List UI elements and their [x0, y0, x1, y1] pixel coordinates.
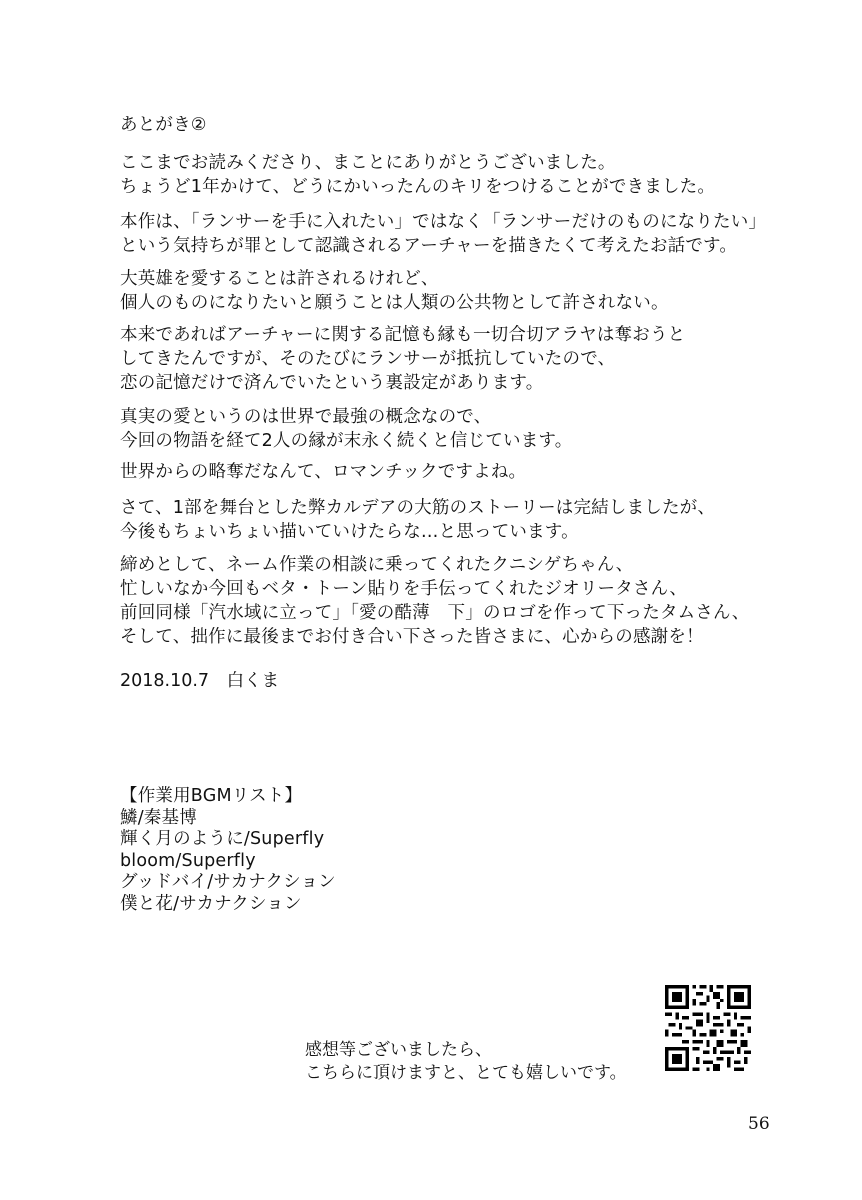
feedback-message [305, 1039, 627, 1085]
paragraph-7 [120, 496, 715, 544]
text-line: 感想等ございましたら、 [305, 1040, 492, 1060]
paragraph-2 [120, 210, 766, 258]
text-line: してきたんですが、そのたびにランサーが抵抗していたので、 [120, 349, 616, 369]
text-line: 個人のものになりたいと願うことは人類の公共物として許されない。 [120, 293, 669, 313]
text-line: 今回の物語を経て2人の縁が末永く続くと信じています。 [120, 431, 573, 451]
date-signature: 2018.10.7 白くま [120, 671, 280, 691]
paragraph-8 [120, 553, 750, 649]
bgm-item: 鱗/秦基博 [120, 807, 197, 828]
bgm-item: 輝く月のように/Superfly [120, 829, 325, 849]
afterword-heading: あとがき② [120, 115, 207, 135]
qr-code-icon [663, 985, 753, 1071]
paragraph-4 [120, 323, 685, 395]
text-line: 今後もちょいちょい描いていけたらな…と思っています。 [120, 522, 579, 542]
text-line: 締めとして、ネーム作業の相談に乗ってくれたクニシゲちゃん、 [120, 555, 634, 575]
text-line: そして、拙作に最後までお付き合い下さった皆さまに、心からの感謝を！ [120, 627, 704, 647]
text-line: 真実の愛というのは世界で最強の概念なので、 [120, 407, 492, 427]
text-line: こちらに頂けますと、とても嬉しいです。 [305, 1063, 627, 1083]
text-line: という気持ちが罪として認識されるアーチャーを描きたくて考えたお話です。 [120, 236, 738, 256]
text-line: さて、1部を舞台とした弊カルデアの大筋のストーリーは完結しましたが、 [120, 498, 716, 518]
text-line: 大英雄を愛することは許されるけれど、 [120, 269, 439, 289]
text-line: 世界からの略奪だなんて、ロマンチックですよね。 [120, 462, 527, 482]
bgm-item: グッドバイ/サカナクション [120, 872, 336, 892]
text-line: 恋の記憶だけで済んでいたという裏設定があります。 [120, 373, 544, 393]
text-line: ちょうど1年かけて、どうにかいったんのキリをつけることができました。 [120, 177, 716, 197]
text-line: 本作は、「ランサーを手に入れたい」ではなく「ランサーだけのものになりたい」 [120, 212, 767, 232]
paragraph-1 [120, 151, 715, 199]
bgm-item: bloom/Superfly [120, 850, 256, 871]
bgm-list [120, 786, 336, 915]
bgm-list-title: 【作業用BGMリスト】 [120, 786, 303, 806]
page-number: 56 [748, 1114, 770, 1134]
qr-code[interactable] [663, 985, 753, 1071]
paragraph-6 [120, 460, 526, 484]
text-line: 本来であればアーチャーに関する記憶も縁も一切合切アラヤは奪おうと [120, 325, 686, 345]
paragraph-3 [120, 267, 669, 315]
text-line: 忙しいなか今回もベタ・トーン貼りを手伝ってくれたジオリータさん、 [120, 579, 688, 599]
text-line: 前回同様「汽水域に立って」「愛の酷薄 下」のロゴを作って下ったタムさん、 [120, 603, 750, 623]
text-line: ここまでお読みくださり、まことにありがとうございました。 [120, 153, 616, 173]
bgm-item: 僕と花/サカナクション [120, 893, 302, 914]
paragraph-5 [120, 405, 572, 453]
